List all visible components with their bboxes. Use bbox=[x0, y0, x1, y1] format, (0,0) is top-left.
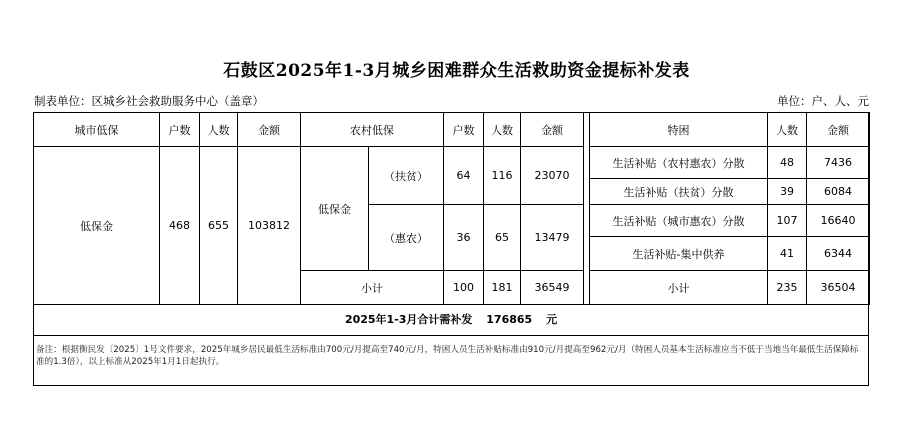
page-title: 石鼓区2025年1-3月城乡困难群众生活救助资金提标补发表 bbox=[223, 61, 690, 81]
grand-total-row bbox=[33, 304, 869, 336]
table-row bbox=[34, 147, 301, 305]
urban-households: 468 bbox=[160, 147, 200, 305]
special-subtotal-people: 235 bbox=[768, 271, 807, 305]
urban-amount: 103812 bbox=[238, 147, 301, 305]
urban-header-people: 人数 bbox=[200, 113, 238, 147]
special-item-name: 生活补贴（农村惠农）分散 bbox=[590, 147, 768, 179]
rural-header-category: 农村低保 bbox=[301, 113, 444, 147]
table-row bbox=[590, 179, 870, 205]
table-row bbox=[301, 147, 584, 205]
rural-people: 65 bbox=[484, 205, 521, 271]
grand-total-label: 2025年1-3月合计需补发 bbox=[344, 313, 473, 326]
measurement-unit: 单位：户、人、元 bbox=[777, 94, 869, 108]
rural-sub-label: （扶贫） bbox=[369, 147, 444, 205]
special-people: 41 bbox=[768, 237, 807, 271]
table-row bbox=[590, 147, 870, 179]
special-people: 48 bbox=[768, 147, 807, 179]
table-row bbox=[590, 205, 870, 237]
special-header-category: 特困 bbox=[590, 113, 768, 147]
rural-subtotal-label: 小计 bbox=[301, 271, 444, 305]
rural-table bbox=[300, 112, 584, 305]
special-item-name: 生活补贴（扶贫）分散 bbox=[590, 179, 768, 205]
rural-header-households: 户数 bbox=[444, 113, 484, 147]
table-row bbox=[590, 237, 870, 271]
special-table bbox=[589, 112, 870, 305]
urban-people: 655 bbox=[200, 147, 238, 305]
rural-households: 36 bbox=[444, 205, 484, 271]
special-people: 107 bbox=[768, 205, 807, 237]
special-subtotal-amount: 36504 bbox=[807, 271, 870, 305]
urban-header-category: 城市低保 bbox=[34, 113, 160, 147]
special-header-people: 人数 bbox=[768, 113, 807, 147]
issuing-unit: 制表单位：区城乡社会救助服务中心（盖章） bbox=[34, 94, 264, 108]
rural-amount: 23070 bbox=[521, 147, 584, 205]
rural-households: 64 bbox=[444, 147, 484, 205]
urban-table bbox=[33, 112, 301, 305]
rural-subtotal-amount: 36549 bbox=[521, 271, 584, 305]
footnote: 备注：根据衡民发〔2025〕1号文件要求，2025年城乡居民最低生活标准由700元/月提高至740元/月，特困人员生活补贴标准由910元/月提高至962元/月（特困人员基本生活标准应当不低于当地当年最低生活保障标准的1.3倍），以上标准从2025年1月1日起执行。 bbox=[36, 345, 859, 367]
special-item-name: 生活补贴（城市惠农）分散 bbox=[590, 205, 768, 237]
rural-subtotal-people: 181 bbox=[484, 271, 521, 305]
table-row bbox=[301, 271, 584, 305]
special-amount: 6344 bbox=[807, 237, 870, 271]
urban-item-name: 低保金 bbox=[34, 147, 160, 305]
grand-total-amount: 176865 bbox=[486, 313, 533, 326]
rural-header-people: 人数 bbox=[484, 113, 521, 147]
urban-header-amount: 金额 bbox=[238, 113, 301, 147]
special-subtotal-label: 小计 bbox=[590, 271, 768, 305]
rural-header-amount: 金额 bbox=[521, 113, 584, 147]
rural-amount: 13479 bbox=[521, 205, 584, 271]
special-header-amount: 金额 bbox=[807, 113, 870, 147]
rural-sub-label: （惠农） bbox=[369, 205, 444, 271]
rural-group-name: 低保金 bbox=[301, 147, 369, 271]
special-amount: 7436 bbox=[807, 147, 870, 179]
rural-subtotal-households: 100 bbox=[444, 271, 484, 305]
grand-total-unit: 元 bbox=[546, 313, 558, 326]
special-amount: 6084 bbox=[807, 179, 870, 205]
special-amount: 16640 bbox=[807, 205, 870, 237]
special-item-name: 生活补贴-集中供养 bbox=[590, 237, 768, 271]
rural-people: 116 bbox=[484, 147, 521, 205]
special-people: 39 bbox=[768, 179, 807, 205]
urban-header-households: 户数 bbox=[160, 113, 200, 147]
table-row bbox=[590, 271, 870, 305]
